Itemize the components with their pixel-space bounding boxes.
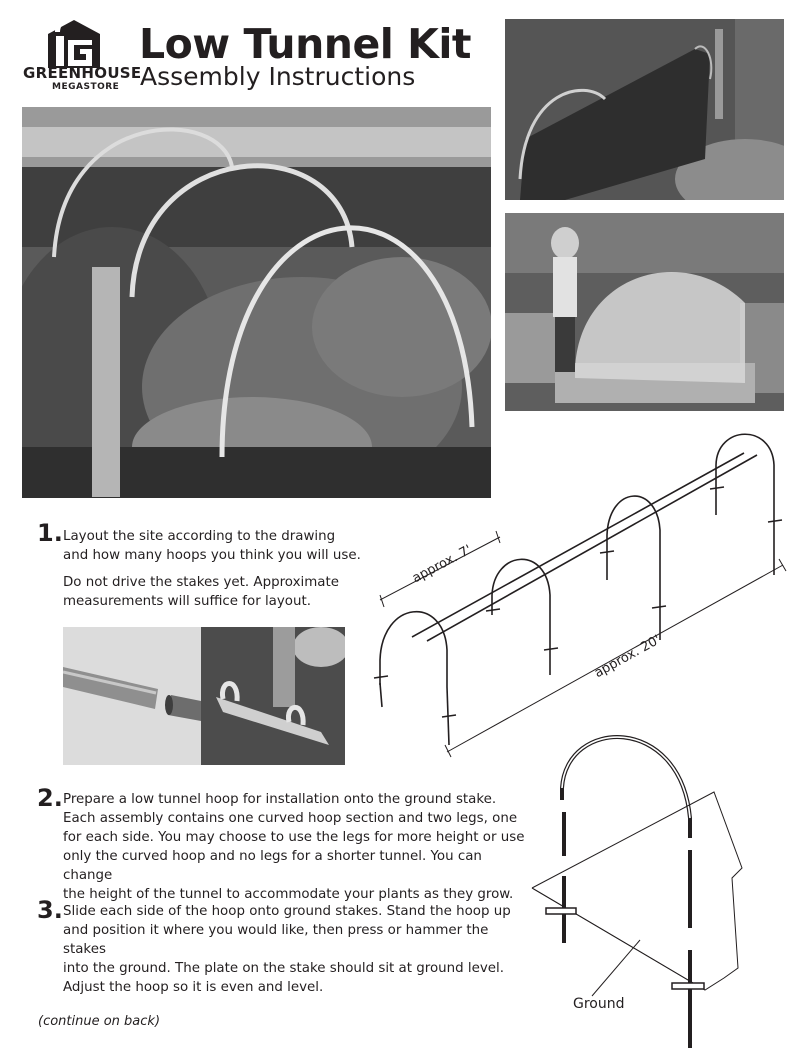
pipe-and-stake-photo [63,627,345,765]
step-2-line: Each assembly contains one curved hoop section and two legs, one [63,811,518,826]
step-1-note-line: Do not drive the stakes yet. Approximate [63,575,339,590]
page-subtitle: Assembly Instructions [140,62,416,91]
step-1-text [63,527,363,611]
step-2-number: 2. [37,784,63,812]
step-1-note-line: measurements will suffice for layout. [63,594,311,609]
step-1-line: Layout the site according to the drawing [63,529,336,544]
step-2-line: the height of the tunnel to accommodate your plants as they grow. [63,887,514,902]
step-3-line: into the ground. The plate on the stake should sit at ground level. [63,961,505,976]
ground-stake-photo [201,627,345,765]
brand-logo [22,18,142,98]
step-2-line: only the curved hoop and no legs for a shorter tunnel. You can change [63,849,482,883]
width-label: approx. 7' [410,542,475,587]
ground-label: Ground [573,996,625,1012]
step-2-line: Prepare a low tunnel hoop for installation onto the ground stake. [63,792,497,807]
step-3-number: 3. [37,896,63,924]
step-1-number: 1. [37,519,63,547]
hoop-2 [492,559,550,657]
hoop-install-diagram [520,728,790,1050]
continue-note: (continue on back) [38,1014,161,1029]
step-3-text [63,902,533,997]
covered-tunnel-photo [505,19,784,200]
hoop-arc [562,737,690,838]
step-3-line: Adjust the hoop so it is even and level. [63,980,324,995]
step-1-line: and how many hoops you think you will use. [63,548,361,563]
hoop-4 [716,434,774,555]
pipe-connection-photo [63,627,201,765]
step-2-line: for each side. You may choose to use the legs for more height or use [63,830,525,845]
length-label: approx. 20' [592,632,664,682]
tunnel-layout-diagram [372,425,797,760]
woman-covering-tunnel-photo [505,213,784,411]
brand-sub: MEGASTORE [52,82,120,92]
brand-name: GREENHOUSE [23,64,142,82]
step-3-line: Slide each side of the hoop onto ground stakes. Stand the hoop up [63,904,511,919]
page-title: Low Tunnel Kit [139,20,472,68]
step-3-line: and position it where you would like, then press or hammer the stakes [63,923,489,957]
step-2-text [63,790,533,904]
